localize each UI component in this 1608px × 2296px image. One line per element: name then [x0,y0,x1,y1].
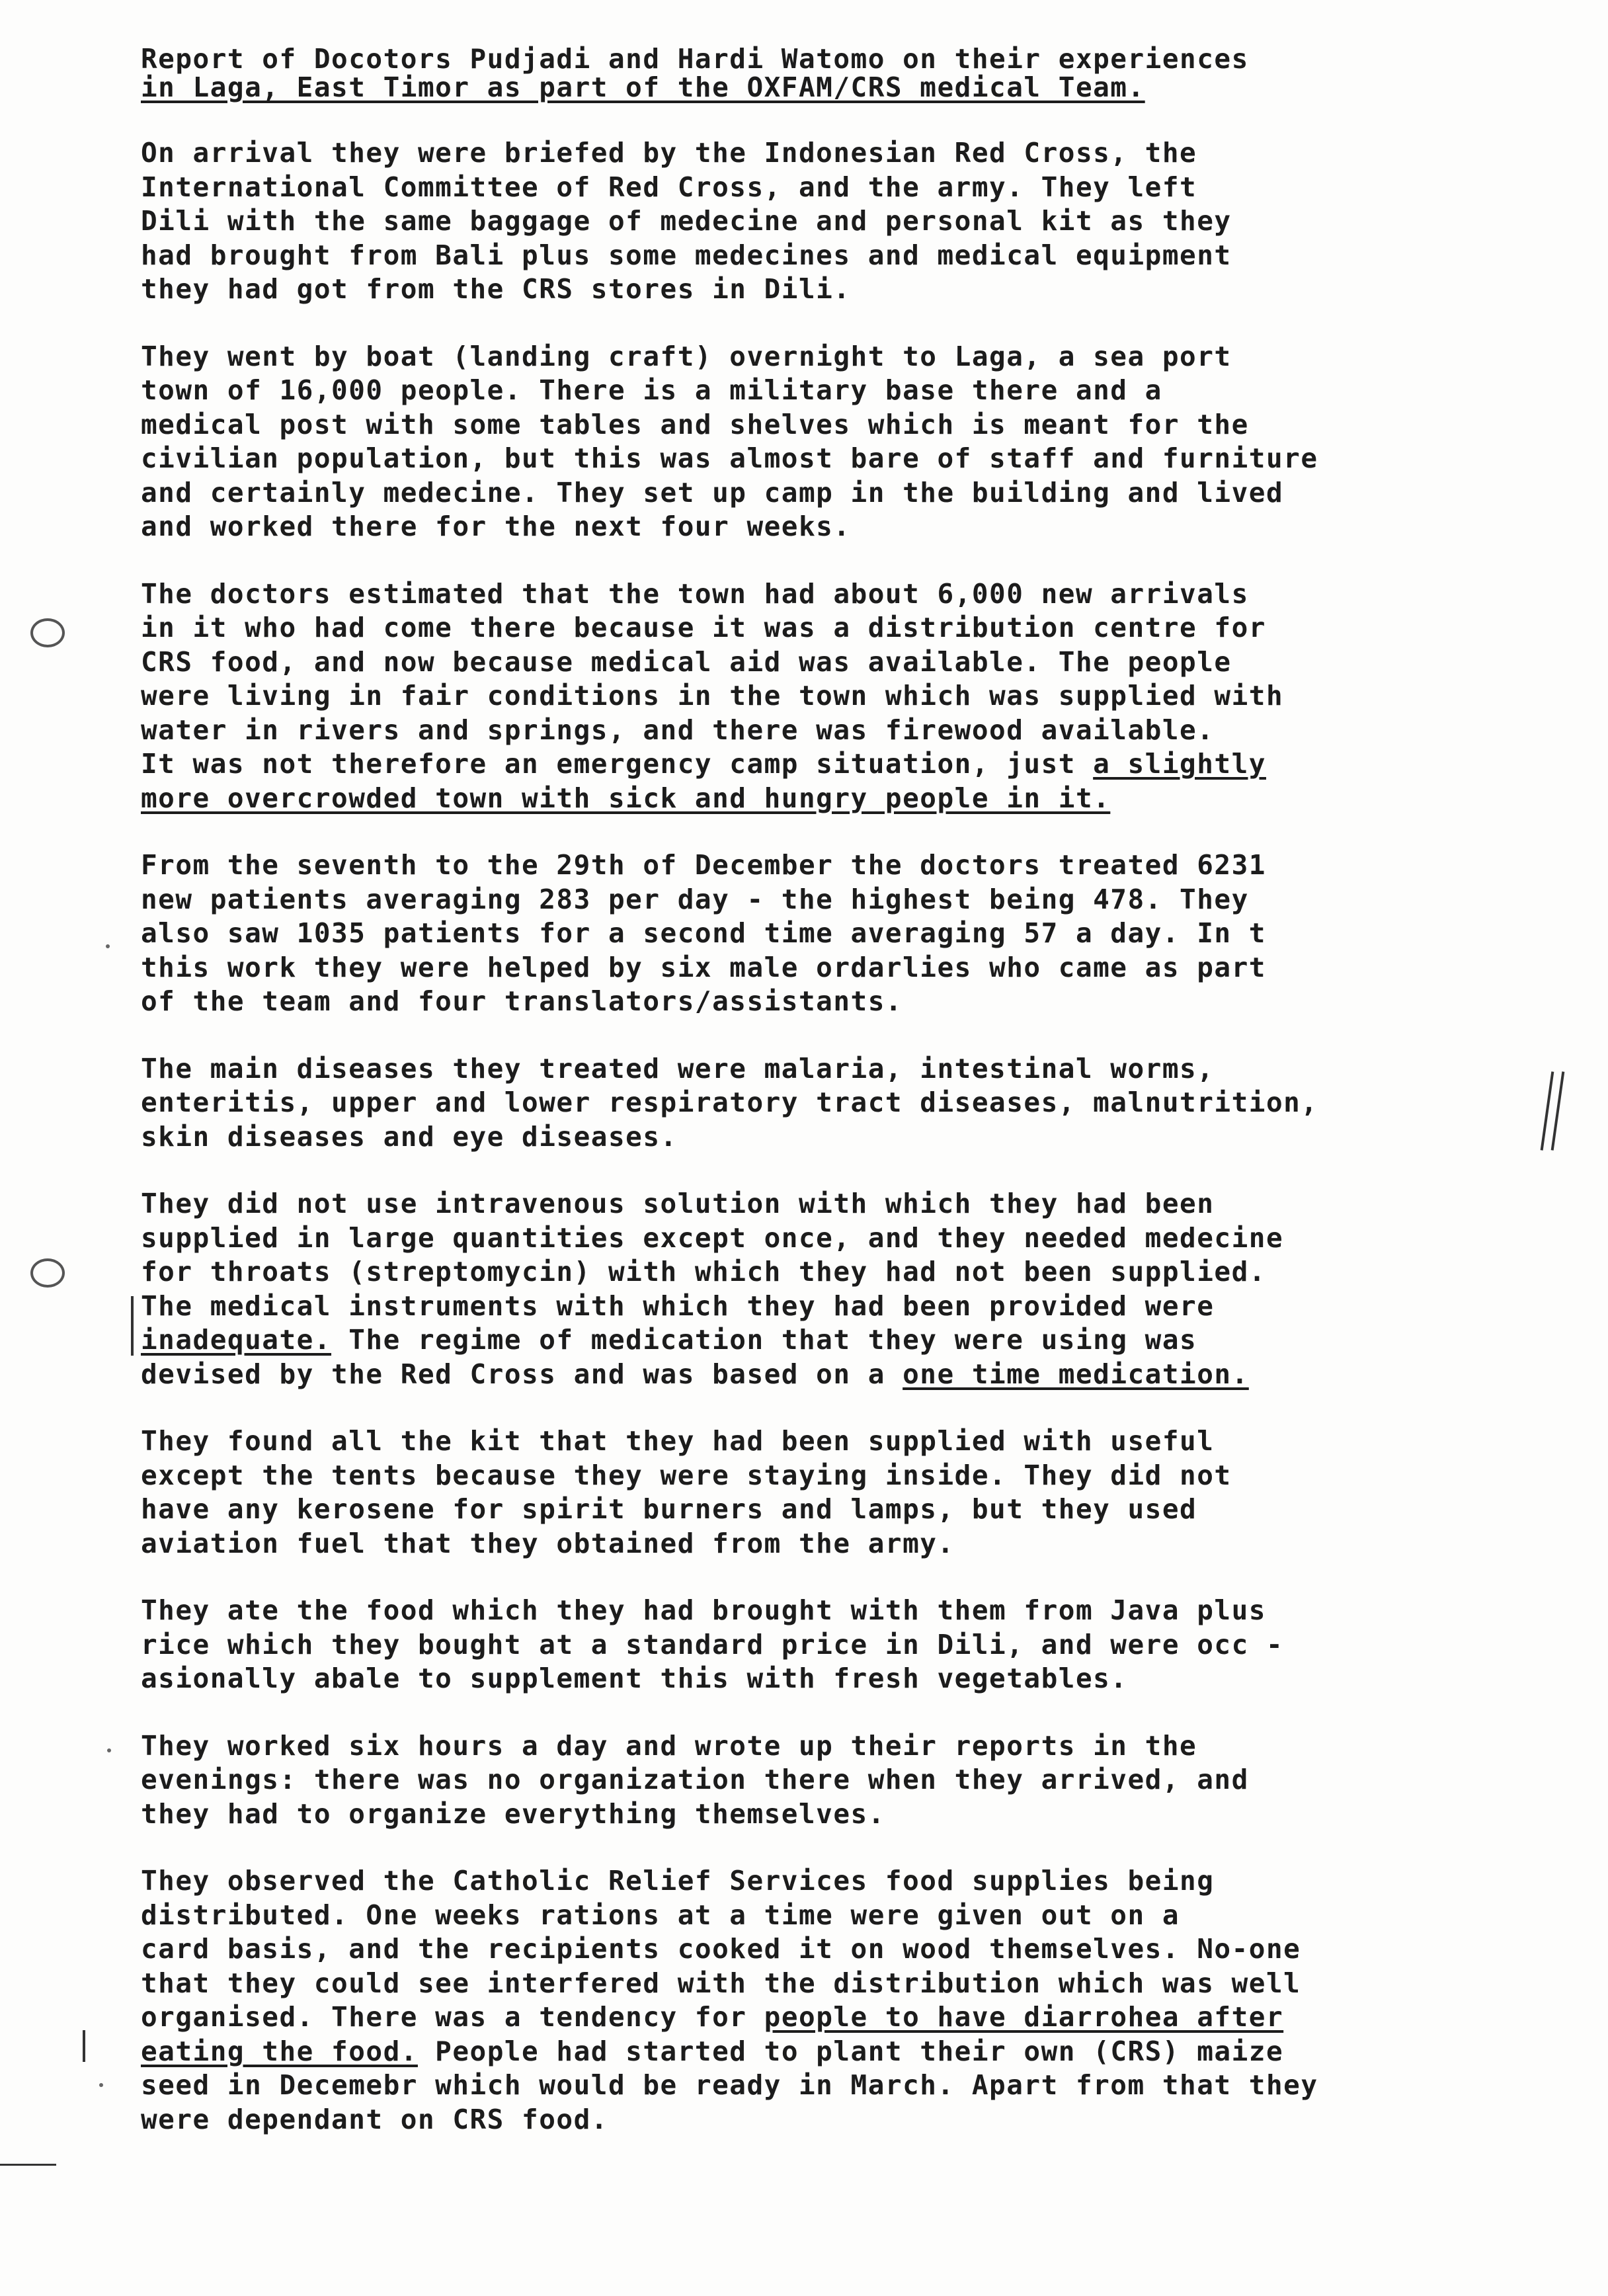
text-line: water in rivers and springs, and there was firewood available. [141,714,1215,746]
text-line [141,1323,1556,1358]
text-line: they had got from the CRS stores in Dili. [141,273,851,305]
underlined-segment: eating the food. [141,2035,418,2067]
text-line: had brought from Bali plus some medecines and medical equipment [141,239,1232,271]
text-line: medical post with some tables and shelves which is meant for the [141,408,1249,440]
text-line: for throats (streptomycin) with which they had not been supplied. [141,1256,1266,1288]
text-line [141,2035,1556,2069]
text-segment: It was not therefore an emergency camp situation, just [141,748,1094,780]
paragraph-diseases [141,1052,1556,1155]
text-line: also saw 1035 patients for a second time averaging 57 a day. In t [141,917,1266,949]
text-line: evenings: there was no organization there when they arrived, and [141,1764,1249,1795]
title-line: Report of Docotors Pudjadi and Hardi Watomo on their experiences [141,43,1249,75]
text-line: skin diseases and eye diseases. [141,1120,678,1153]
text-line [141,2000,1556,2035]
text-line: enteritis, upper and lower respiratory tract diseases, malnutrition, [141,1086,1318,1118]
text-line: town of 16,000 people. There is a military base there and a [141,374,1162,406]
text-line: except the tents because they were staying inside. They did not [141,1459,1232,1491]
text-line: and worked there for the next four weeks. [141,511,851,542]
paragraph-arrival [141,136,1556,307]
text-line: were living in fair conditions in the town which was supplied with [141,680,1284,712]
text-line: International Committee of Red Cross, and the army. They left [141,171,1197,203]
paragraph-crs-distribution [141,1864,1556,2137]
text-line: card basis, and the recipients cooked it on wood themselves. No-one [141,1933,1301,1965]
text-line: The doctors estimated that the town had about 6,000 new arrivals [141,577,1249,610]
text-line: civilian population, but this was almost bare of staff and furniture [141,442,1318,474]
text-line: more overcrowded town with sick and hungry people in it. [141,782,1111,814]
text-line: On arrival they were briefed by the Indonesian Red Cross, the [141,137,1197,169]
text-segment: organised. There was a tendency for [141,2001,764,2033]
paragraph-work-hours [141,1729,1556,1832]
text-segment: The regime of medication that they were using was [331,1324,1197,1356]
punch-hole-top [30,618,65,647]
text-line: and certainly medecine. They set up camp in the building and lived [141,476,1284,509]
margin-tick-mark [83,2030,85,2062]
text-segment: People had started to plant their own (CRS) maize [417,2035,1284,2067]
text-line: new patients averaging 283 per day - the highest being 478. They [141,883,1249,915]
text-line: of the team and four translators/assistants. [141,985,903,1017]
punch-hole-bottom [30,1258,65,1288]
text-line: They worked six hours a day and wrote up their reports in the [141,1729,1197,1762]
text-line: They did not use intravenous solution with which they had been [141,1188,1215,1219]
paragraph-new-arrivals [141,577,1556,816]
text-line: have any kerosene for spirit burners and lamps, but they used [141,1493,1197,1525]
text-line: rice which they bought at a standard price in Dili, and were occ - [141,1628,1284,1660]
text-line [141,1358,1556,1392]
text-line: in it who had come there because it was a distribution centre for [141,612,1266,643]
text-line: were dependant on CRS food. [141,2103,608,2135]
text-line: seed in Decemebr which would be ready in March. Apart from that they [141,2069,1318,2101]
underlined-segment: people to have diarrohea after [764,2001,1284,2033]
bottom-left-rule [0,2164,56,2166]
text-line: The main diseases they treated were malaria, intestinal worms, [141,1052,1215,1085]
underlined-segment: one time medication. [903,1358,1249,1390]
margin-dot [99,2083,103,2087]
text-line: distributed. One weeks rations at a time were given out on a [141,1899,1180,1931]
text-line: CRS food, and now because medical aid was available. The people [141,645,1232,678]
title-line: in Laga, East Timor as part of the OXFAM/CRS medical Team. [141,71,1145,103]
text-line: that they could see interfered with the distribution which was well [141,1967,1301,1999]
text-line: Dili with the same baggage of medecine and personal kit as they [141,205,1232,237]
paragraph-patients-treated [141,848,1556,1019]
margin-dot [107,1748,111,1752]
margin-dot [106,944,110,948]
document-body [141,45,1556,2170]
paragraph-food [141,1594,1556,1696]
margin-bracket-mark [131,1296,134,1356]
text-line: From the seventh to the 29th of December the doctors treated 6231 [141,849,1266,881]
text-segment: devised by the Red Cross and was based on a [141,1358,903,1390]
text-line: they had to organize everything themselves. [141,1797,885,1830]
text-line: They observed the Catholic Relief Services food supplies being [141,1865,1215,1897]
text-line: asionally abale to supplement this with fresh vegetables. [141,1662,1128,1694]
text-line: supplied in large quantities except once, and they needed medecine [141,1221,1284,1254]
text-line: They found all the kit that they had been supplied with useful [141,1425,1215,1457]
underlined-segment: a slightly [1093,748,1266,780]
paragraph-supplies [141,1187,1556,1391]
paragraph-kit [141,1424,1556,1561]
text-line: They went by boat (landing craft) overnight to Laga, a sea port [141,340,1232,372]
document-title [141,45,1556,102]
text-line: aviation fuel that they obtained from the army. [141,1527,955,1559]
text-line: The medical instruments with which they had been provided were [141,1290,1215,1322]
text-line [141,747,1556,782]
underlined-segment: inadequate. [141,1324,332,1356]
paragraph-laga-journey [141,340,1556,544]
text-line: They ate the food which they had brought with them from Java plus [141,1594,1266,1626]
text-line: this work they were helped by six male ordarlies who came as part [141,951,1266,983]
